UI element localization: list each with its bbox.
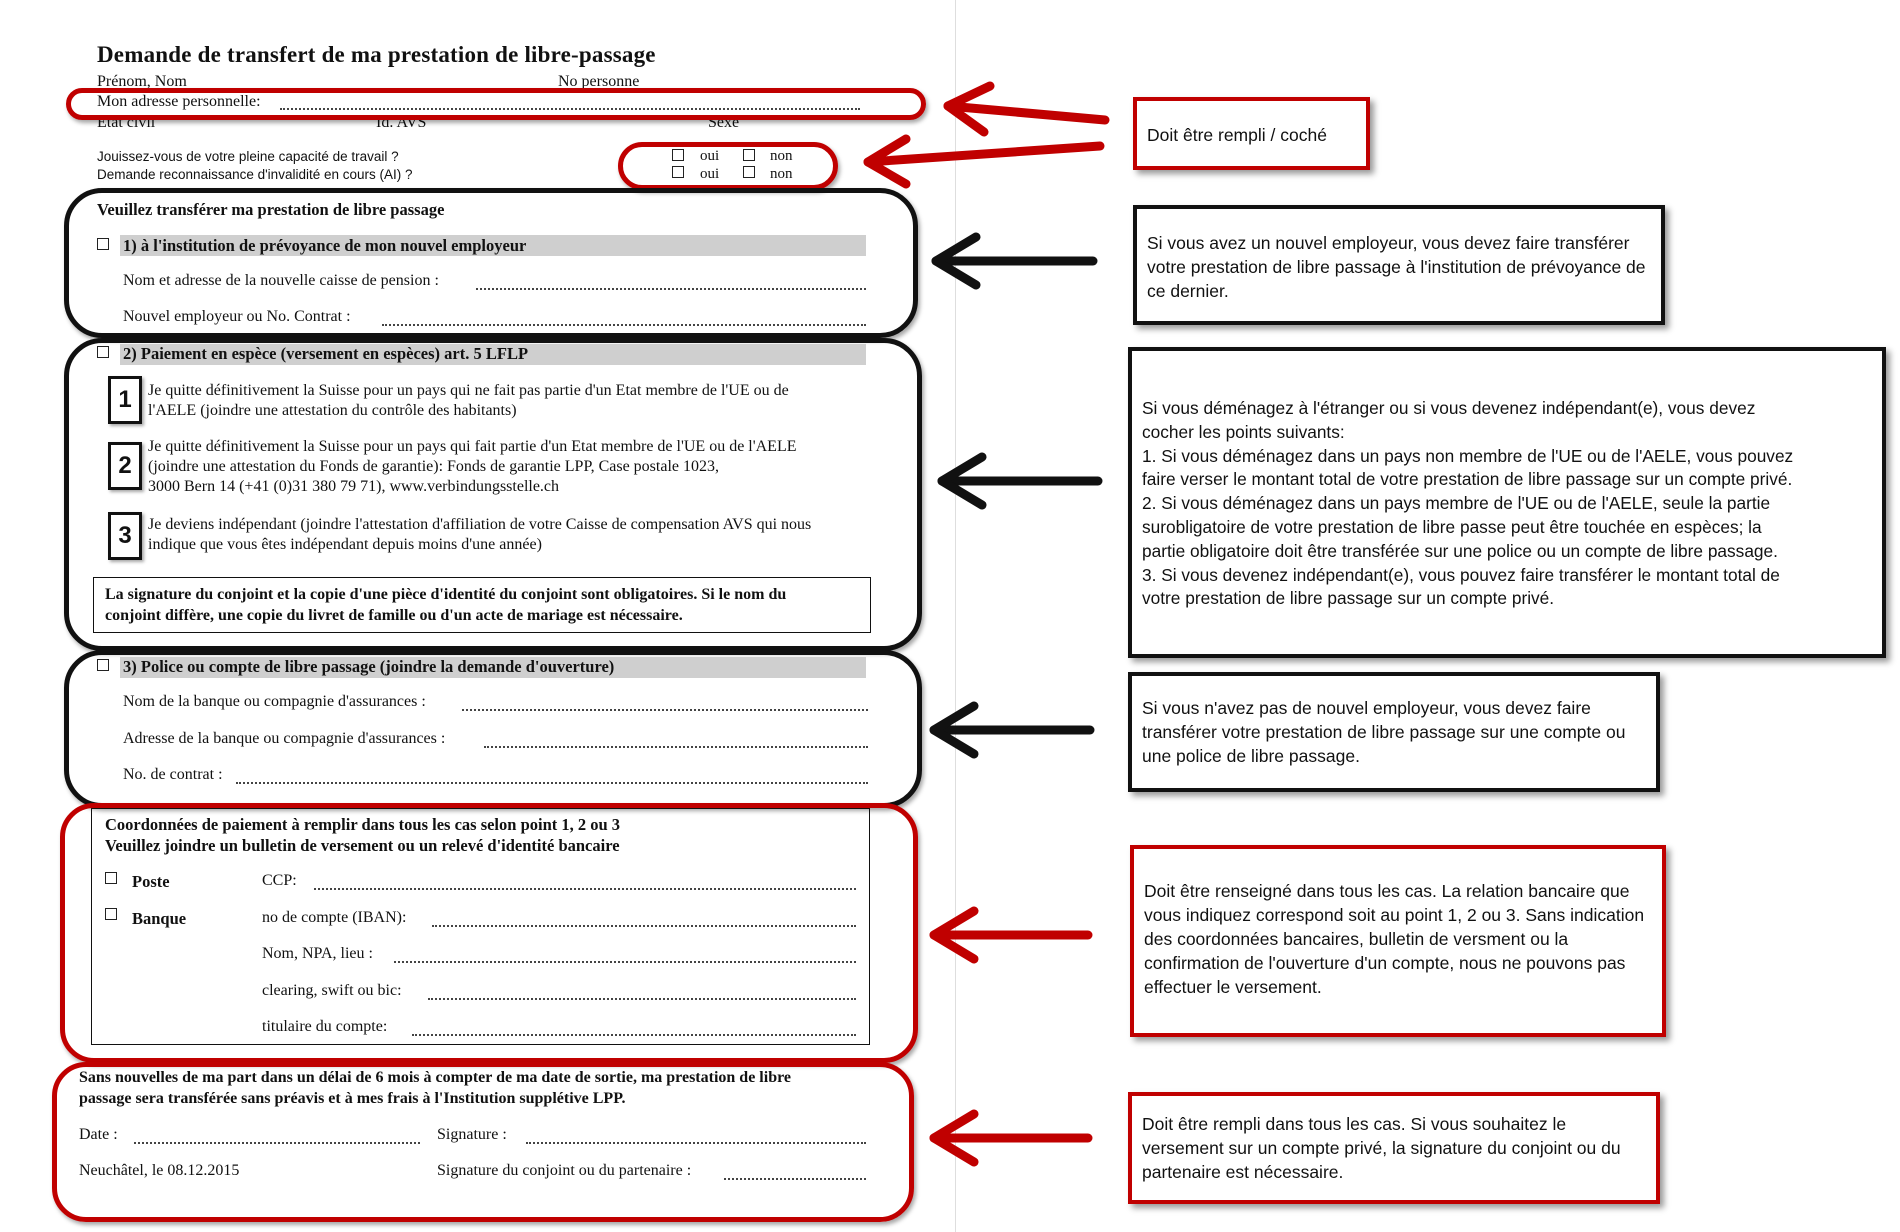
note-abroad-line-6: surobligatoire de votre prestation de libre passe peut être touchée en espèces; la bbox=[1142, 516, 1762, 537]
s2-number-badge-1: 1 bbox=[108, 376, 142, 424]
note-abroad-line-5: 2. Si vous déménagez dans un pays membre de l'UE ou de l'AELE, seule la partie bbox=[1142, 493, 1771, 514]
s1-title: 1) à l'institution de prévoyance de mon nouvel employeur bbox=[123, 236, 527, 255]
arrow-red-2 bbox=[868, 139, 1100, 184]
prenom-nom-label: Prénom, Nom bbox=[97, 73, 187, 90]
note-abroad-line-9: votre prestation de libre passage sur un compte privé. bbox=[1142, 588, 1555, 609]
footer-notice-line-1: Sans nouvelles de ma part dans un délai de 6 mois à compter de ma date de sortie, ma prestation de libre bbox=[79, 1069, 792, 1086]
note-no-employer: Si vous n'avez pas de nouvel employeur, vous devez faire transférer votre prestation de libre passage sur une compte ou une police de libre passage. bbox=[1128, 672, 1660, 792]
note-abroad-line-2: cocher les points suivants: bbox=[1142, 421, 1345, 442]
s3-contrat-label: No. de contrat : bbox=[123, 766, 223, 783]
transfer-heading: Veuillez transférer ma prestation de libre passage bbox=[97, 200, 445, 219]
note-abroad-line-4: faire verser le montant total de votre prestation de libre passage sur un compte privé. bbox=[1142, 469, 1793, 490]
note-abroad-line-7: partie obligatoire doit être transférée sur une police ou un compte de libre passage. bbox=[1142, 540, 1778, 561]
payment-heading-1: Coordonnées de paiement à remplir dans tous les cas selon point 1, 2 ou 3 bbox=[105, 815, 621, 834]
note-fill-checkbox: Doit être rempli / coché bbox=[1133, 97, 1370, 170]
sexe-label: Sexe bbox=[708, 114, 740, 131]
arrow-red-4 bbox=[934, 1114, 1088, 1162]
note-new-employer: Si vous avez un nouvel employeur, vous devez faire transférer votre prestation de libre passage à l'institution de prévoyance de ce dernier. bbox=[1133, 205, 1665, 325]
s1-employeur-label: Nouvel employeur ou No. Contrat : bbox=[123, 308, 351, 325]
form-title: Demande de transfert de ma prestation de libre-passage bbox=[97, 42, 656, 67]
note-abroad-line-3: 1. Si vous déménagez dans un pays non membre de l'UE ou de l'AELE, vous pouvez bbox=[1142, 445, 1794, 466]
nom-npa-label: Nom, NPA, lieu : bbox=[262, 945, 373, 962]
banque-label: Banque bbox=[132, 909, 187, 928]
arrow-black-1 bbox=[936, 237, 1093, 285]
s2-item-2-line-3: 3000 Bern 14 (+41 (0)31 380 79 71), www.verbindungsstelle.ch bbox=[148, 478, 560, 495]
place-date: Neuchâtel, le 08.12.2015 bbox=[79, 1162, 240, 1179]
spouse-notice-line-1: La signature du conjoint et la copie d'une pièce d'identité du conjoint sont obligatoires. Si le nom du bbox=[105, 586, 787, 603]
note-abroad-line-1: Si vous déménagez à l'étranger ou si vous devenez indépendant(e), vous devez bbox=[1142, 398, 1756, 418]
date-label: Date : bbox=[79, 1126, 118, 1143]
note-payment-details: Doit être renseigné dans tous les cas. La relation bancaire que vous indiquez correspond soit au point 1, 2 ou 3. Sans indication des coordonnées bancaires, bulletin de versment ou la confirmation de l'ouverture d'un compte, nous ne pouvons pas effectuer le versement. bbox=[1130, 845, 1666, 1037]
capacite-question: Jouissez-vous de votre pleine capacité de travail ? bbox=[97, 149, 399, 164]
adresse-label: Mon adresse personnelle: bbox=[97, 93, 261, 110]
spouse-notice-line-2: conjoint diffère, une copie du livret de famille ou d'un acte de mariage est nécessaire. bbox=[105, 607, 683, 624]
note-signature: Doit être rempli dans tous les cas. Si vous souhaitez le versement sur un compte privé, la signature du conjoint ou du partenaire est nécessaire. bbox=[1128, 1092, 1660, 1204]
signature-label: Signature : bbox=[437, 1126, 507, 1143]
invalidite-question: Demande reconnaissance d'invalidité en cours (AI) ? bbox=[97, 167, 413, 182]
poste-label: Poste bbox=[132, 872, 170, 891]
arrow-black-2 bbox=[942, 457, 1098, 505]
s2-item-1-line-1: Je quitte définitivement la Suisse pour un pays qui ne fait pas partie d'un Etat membre de l'UE ou de bbox=[148, 382, 789, 399]
arrow-black-3 bbox=[934, 706, 1090, 754]
s2-item-3-line-1: Je deviens indépendant (joindre l'attestation d'affiliation de votre Caisse de compensation AVS qui nous bbox=[148, 516, 812, 533]
note-abroad-line-8: 3. Si vous devenez indépendant(e), vous pouvez faire transférer le montant total de bbox=[1142, 564, 1780, 585]
clearing-label: clearing, swift ou bic: bbox=[262, 982, 402, 999]
no-personne-label: No personne bbox=[558, 73, 640, 90]
invalidite-oui-label: oui bbox=[700, 166, 720, 182]
capacite-oui-label: oui bbox=[700, 148, 720, 164]
s3-banque-label: Nom de la banque ou compagnie d'assurances : bbox=[123, 693, 426, 710]
s2-item-3-line-2: indique que vous êtes indépendant depuis moins d'une année) bbox=[148, 536, 542, 553]
s2-number-badge-2: 2 bbox=[108, 442, 142, 490]
id-avs-label: Id. AVS bbox=[376, 114, 427, 131]
s1-caisse-label: Nom et adresse de la nouvelle caisse de pension : bbox=[123, 272, 439, 289]
ccp-label: CCP: bbox=[262, 872, 297, 889]
note-abroad-independent bbox=[1128, 347, 1886, 658]
titulaire-label: titulaire du compte: bbox=[262, 1018, 388, 1035]
etat-civil-label: Etat civil bbox=[97, 114, 156, 131]
s3-title: 3) Police ou compte de libre passage (joindre la demande d'ouverture) bbox=[123, 657, 615, 676]
iban-label: no de compte (IBAN): bbox=[262, 909, 407, 926]
invalidite-non-label: non bbox=[770, 166, 793, 182]
s2-title: 2) Paiement en espèce (versement en espèces) art. 5 LFLP bbox=[123, 344, 529, 363]
footer-notice-line-2: passage sera transférée sans préavis et à mes frais à l'Institution supplétive LPP. bbox=[79, 1090, 626, 1107]
s2-item-2-line-2: (joindre une attestation du Fonds de garantie): Fonds de garantie LPP, Case postale 1023, bbox=[148, 458, 719, 475]
signature-conjoint-label: Signature du conjoint ou du partenaire : bbox=[437, 1162, 692, 1179]
capacite-non-label: non bbox=[770, 148, 793, 164]
s2-number-badge-3: 3 bbox=[108, 512, 142, 560]
arrow-red-1 bbox=[948, 86, 1105, 132]
s2-item-2-line-1: Je quitte définitivement la Suisse pour un pays qui fait partie d'un Etat membre de l'UE ou de l'AELE bbox=[148, 438, 797, 455]
s3-adresse-label: Adresse de la banque ou compagnie d'assurances : bbox=[123, 730, 446, 747]
arrow-red-3 bbox=[934, 911, 1088, 959]
s2-item-1-line-2: l'AELE (joindre une attestation du contrôle des habitants) bbox=[148, 402, 517, 419]
payment-heading-2: Veuillez joindre un bulletin de versement ou un relevé d'identité bancaire bbox=[105, 836, 620, 855]
